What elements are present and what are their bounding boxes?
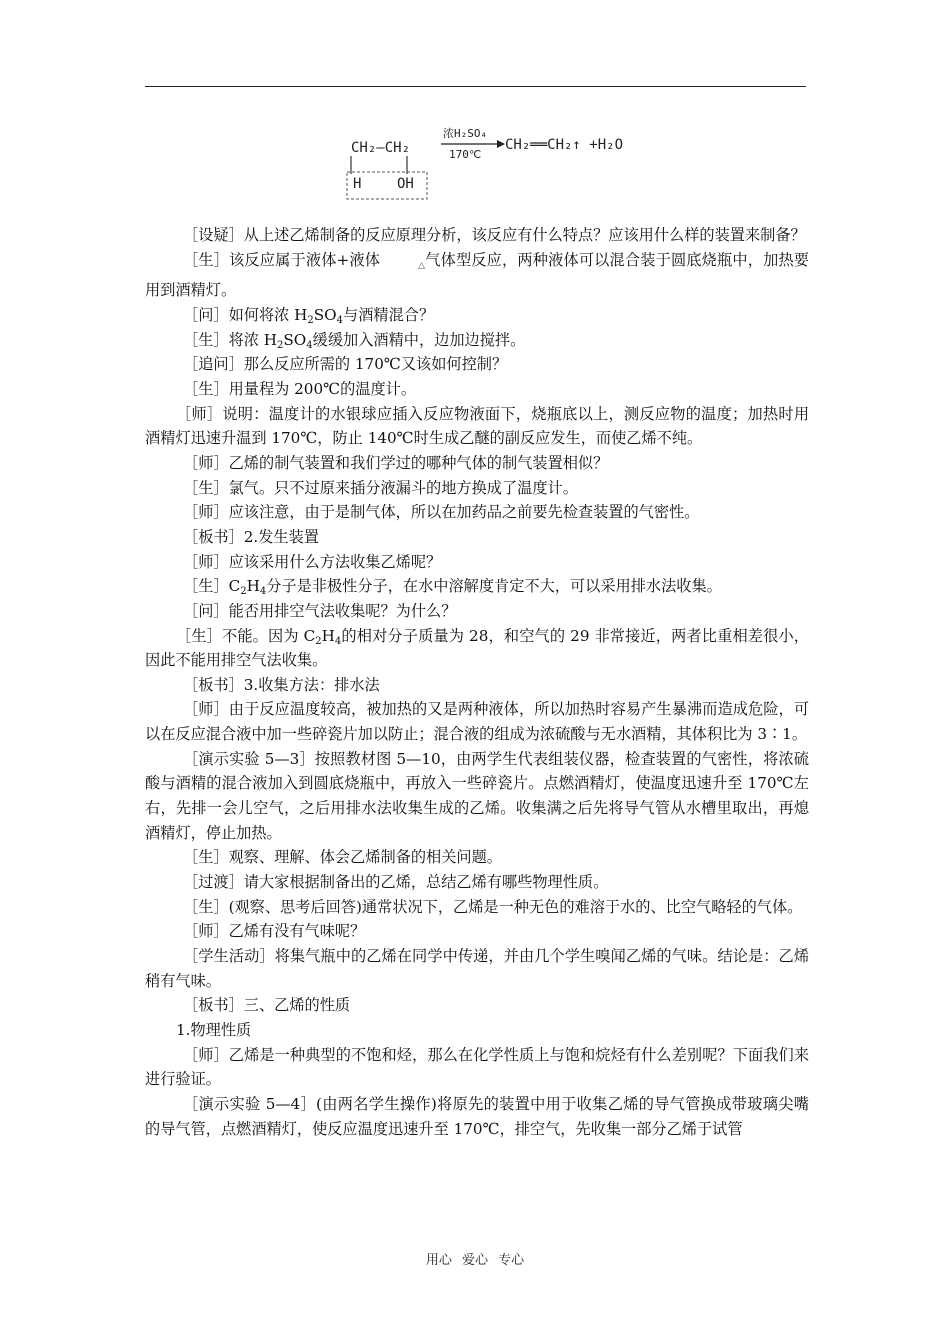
paragraph: ［生］观察、理解、体会乙烯制备的相关问题。 (183, 848, 502, 867)
paragraph: ［演示实验 5—4］(由两名学生操作)将原先的装置中用于收集乙烯的导气管换成带玻璃尖嘴的导气管，点燃酒精灯，使反应温度迅速升至 170℃，排空气，先收集一部分乙烯于试管 (145, 1094, 809, 1138)
text-span: 与酒精混合？ (343, 305, 435, 324)
text-span: ［生］不能。因为 C (176, 626, 316, 645)
paragraph: ［设疑］从上述乙烯制备的反应原理分析，该反应有什么特点？应该用什么样的装置来制备？ (183, 226, 806, 244)
page-footer: 用心 爱心 专心 (425, 1253, 525, 1268)
eq-left-formula: CH₂—CH₂ (351, 140, 411, 156)
paragraph (145, 248, 809, 303)
paragraph: ［师］乙烯是一种典型的不饱和烃，那么在化学性质上与饱和烷烃有什么差别呢？下面我们来进行验证。 (145, 1045, 809, 1089)
paragraph (145, 303, 809, 328)
paragraph: ［演示实验 5—3］按照教材图 5—10，由两学生代表组装仪器，检查装置的气密性，将浓硫酸与酒精的混合液加入到圆底烧瓶中，再放入一些碎瓷片。点燃酒精灯，使温度迅速升至 170℃左右，先排一会儿空气，之后用排水法收集生成的乙烯。收集满之后先将导气管从水槽里取出，再熄酒精灯，停止加热。 (145, 749, 809, 842)
paragraph: ［师］由于反应温度较高，被加热的又是两种液体，所以加热时容易产生暴沸而造成危险，可以在反应混合液中加一些碎瓷片加以防止；混合液的组成为浓硫酸与无水酒精，其体积比为 3∶1。 (145, 700, 809, 744)
eq-arrow-head (497, 140, 505, 148)
header-rule (145, 86, 806, 87)
heating-mark: △ (418, 260, 426, 271)
text-span: ［生］将浓 H (183, 330, 278, 349)
subscript: 2 (307, 314, 314, 326)
text-span: 的相对分子质量为 28，和空气的 29 非常接近，两者比重相差很小，因此不能用排空气法收集。 (145, 626, 809, 670)
paragraph: ［师］应该采用什么方法收集乙烯呢？ (183, 552, 442, 571)
paragraph: ［问］能否用排空气法收集呢？为什么？ (183, 601, 457, 620)
paragraph: ［师］乙烯有没有气味呢？ (183, 922, 366, 941)
paragraph (145, 574, 809, 599)
paragraph: ［师］乙烯的制气装置和我们学过的哪种气体的制气装置相似？ (183, 453, 609, 472)
subscript: 2 (240, 586, 247, 598)
text-span: 分子是非极性分子，在水中溶解度肯定不大，可以采用排水法收集。 (266, 577, 722, 596)
paragraph: ［师］说明：温度计的水银球应插入反应物液面下，烧瓶底以上，测反应物的温度；加热时用酒精灯迅速升温到 170℃，防止 140℃时生成乙醚的副反应发生，而使乙烯不纯。 (145, 404, 809, 448)
paragraph: ［生］用量程为 200℃的温度计。 (183, 379, 417, 398)
eq-product: CH₂══CH₂↑ +H₂O (505, 137, 624, 153)
text-span: 缓缓加入酒精中，边加边搅拌。 (312, 330, 526, 349)
text-span: H (246, 577, 260, 596)
text-span: SO (283, 330, 307, 349)
subscript: 2 (315, 635, 322, 647)
eq-left-h: H (353, 176, 362, 192)
paragraph: ［板书］2.发生装置 (183, 527, 319, 546)
subscript: 4 (334, 635, 342, 647)
subscript: 2 (277, 339, 284, 351)
subscript: 4 (336, 314, 343, 326)
subscript: 4 (306, 339, 313, 351)
paragraph: 1.物理性质 (176, 1021, 252, 1039)
paragraph: ［追问］那么反应所需的 170℃又该如何控制？ (183, 355, 508, 374)
eq-left-oh: OH (397, 176, 414, 192)
text-span: SO (313, 305, 337, 324)
paragraph: ［师］应该注意，由于是制气体，所以在加药品之前要先检查装置的气密性。 (183, 503, 700, 522)
text-span: ［生］C (183, 577, 241, 596)
subscript: 4 (259, 586, 267, 598)
text-span: H (321, 626, 335, 645)
paragraph: ［生］(观察、思考后回答)通常状况下，乙烯是一种无色的难溶于水的、比空气略轻的气体。 (183, 897, 803, 916)
reaction-equation-svg (345, 122, 645, 204)
paragraph: ［板书］三、乙烯的性质 (183, 996, 351, 1015)
text-span: ［问］如何将浓 H (183, 305, 308, 324)
text-span: ［生］该反应属于液体+液体 (183, 250, 381, 269)
paragraph: ［学生活动］将集气瓶中的乙烯在同学中传递，并由几个学生嗅闻乙烯的气味。结论是：乙烯稍有气味。 (145, 947, 809, 990)
reaction-equation (345, 122, 645, 204)
text-span: 气体型反应，两种液体可以混合装于圆底烧瓶中，加热要用到酒精灯。 (145, 250, 809, 300)
paragraph: ［板书］3.收集方法：排水法 (183, 675, 380, 694)
document-body (145, 223, 809, 1141)
paragraph: ［过渡］请大家根据制备出的乙烯，总结乙烯有哪些物理性质。 (183, 873, 609, 892)
paragraph: ［生］氯气。只不过原来插分液漏斗的地方换成了温度计。 (183, 478, 578, 497)
paragraph (145, 624, 809, 673)
eq-temperature: 170℃ (449, 148, 482, 161)
eq-catalyst: 浓H₂SO₄ (443, 127, 488, 140)
paragraph (145, 328, 809, 353)
